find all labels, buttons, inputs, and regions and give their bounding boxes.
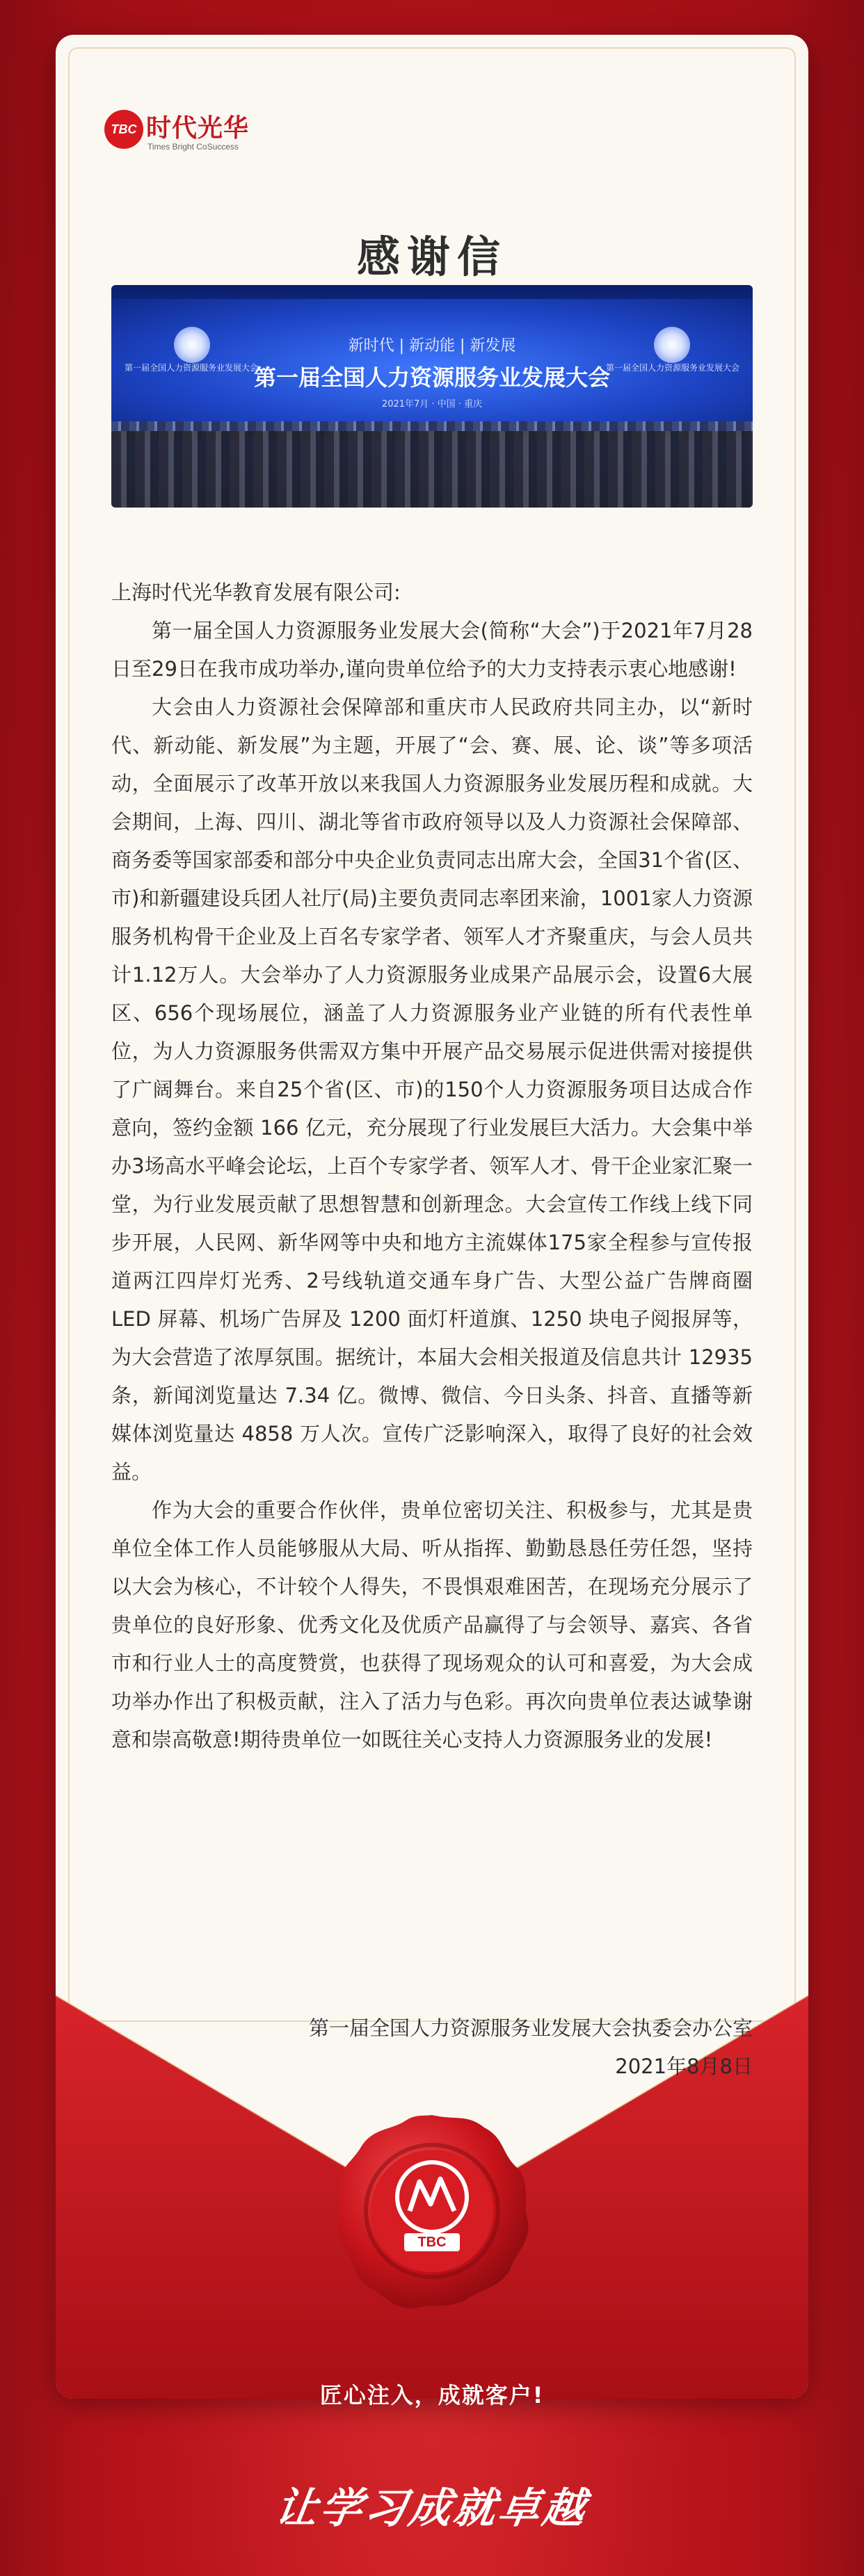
seal-text: TBC bbox=[417, 2235, 447, 2250]
audience bbox=[111, 431, 753, 508]
photo-side-text-right: 第一届全国人力资源服务业发展大会 bbox=[605, 363, 739, 373]
salutation: 上海时代光华教育发展有限公司: bbox=[111, 581, 401, 604]
letter-paragraph: 大会由人力资源社会保障部和重庆市人民政府共同主办，以“新时代、新动能、新发展”为主题，开展了“会、赛、展、论、谈”等多项活动，全面展示了改革开放以来我国人力资源服务业发展历程和成就。大会期间，上海、四川、湖北等省市政府领导以及人力资源社会保障部、商务委等国家部委和部分中央企业负责同志出席大会，全国31个省(区、市)和新疆建设兵团人社厅(局)主要负责同志率团来渝，1001家人力资源服务机构骨干企业及上百名专家学者、领军人才齐聚重庆，与会人员共计1.12万人。大会举办了人力资源服务业成果产品展示会，设置6大展区、656个现场展位，涵盖了人力资源服务业产业链的所有代表性单位，为人力资源服务供需双方集中开展产品交易展示促进供需对接提供了广阔舞台。来自25个省(区、市)的150个人力资源服务项目达成合作意向，签约金额 166 亿元，充分展现了行业发展巨大活力。大会集中举办3场高水平峰会论坛，上百个专家学者、领军人才、骨干企业家汇聚一堂，为行业发展贡献了思想智慧和创新理念。大会宣传工作线上线下同步开展，人民网、新华网等中央和地方主流媒体175家全程参与宣传报道两江四岸灯光秀、2号线轨道交通车身广告、大型公益广告牌商圈 LED 屏幕、机场广告屏及 1200 面灯杆道旗、1250 块电子阅报屏等，为大会营造了浓厚氛围。据统计，本届大会相关报道及信息共计 12935 条，新闻浏览量达 7.34 亿。微博、微信、今日头条、抖音、直播等新媒体浏览量达 4858 万人次。宣传广泛影响深入，取得了良好的社会效益。 bbox=[111, 695, 753, 1484]
logo-name-cn: 时代光华 bbox=[146, 114, 250, 143]
slogan: 匠心注入，成就客户! bbox=[319, 2382, 545, 2408]
page-title: 感谢信 bbox=[356, 232, 507, 282]
logo-name-en: Times Bright CoSuccess bbox=[147, 142, 239, 152]
letter-paragraph: 第一届全国人力资源服务业发展大会(简称“大会”)于2021年7月28日至29日在我市成功举办,谨向贵单位给予的大力支持表示衷心地感谢! bbox=[111, 619, 753, 681]
letter-card bbox=[56, 35, 808, 2399]
photo-headline: 第一届全国人力资源服务业发展大会 bbox=[253, 364, 610, 391]
signature-date: 2021年8月8日 bbox=[615, 2055, 753, 2078]
conference-photo bbox=[111, 285, 753, 508]
company-logo bbox=[104, 104, 313, 160]
letter-paragraph: 作为大会的重要合作伙伴，贵单位密切关注、积极参与，尤其是贵单位全体工作人员能够服从大局、听从指挥、勤勤恳恳任劳任怨，坚持以大会为核心，不计较个人得失，不畏惧艰难困苦，在现场充分展示了贵单位的良好形象、优秀文化及优质产品赢得了与会领导、嘉宾、各省市和行业人士的高度赞赏，也获得了现场观众的认可和喜爱，为大会成功举办作出了积极贡献，注入了活力与色彩。再次向贵单位表达诚挚谢意和崇高敬意!期待贵单位一如既往关心支持人力资源服务业的发展! bbox=[111, 1498, 753, 1751]
photo-tagline: 新时代 | 新动能 | 新发展 bbox=[348, 337, 516, 355]
bottom-brand-mark: 让学习成就卓越 bbox=[272, 2484, 591, 2533]
wax-seal-icon bbox=[328, 2107, 536, 2315]
letter-body bbox=[111, 574, 753, 1759]
signature-org: 第一届全国人力资源服务业发展大会执委会办公室 bbox=[308, 2016, 753, 2040]
logo-mark-icon: TBC bbox=[104, 110, 143, 149]
photo-date: 2021年7月 · 中国 · 重庆 bbox=[381, 399, 483, 410]
photo-side-text-left: 第一届全国人力资源服务业发展大会 bbox=[124, 363, 258, 373]
